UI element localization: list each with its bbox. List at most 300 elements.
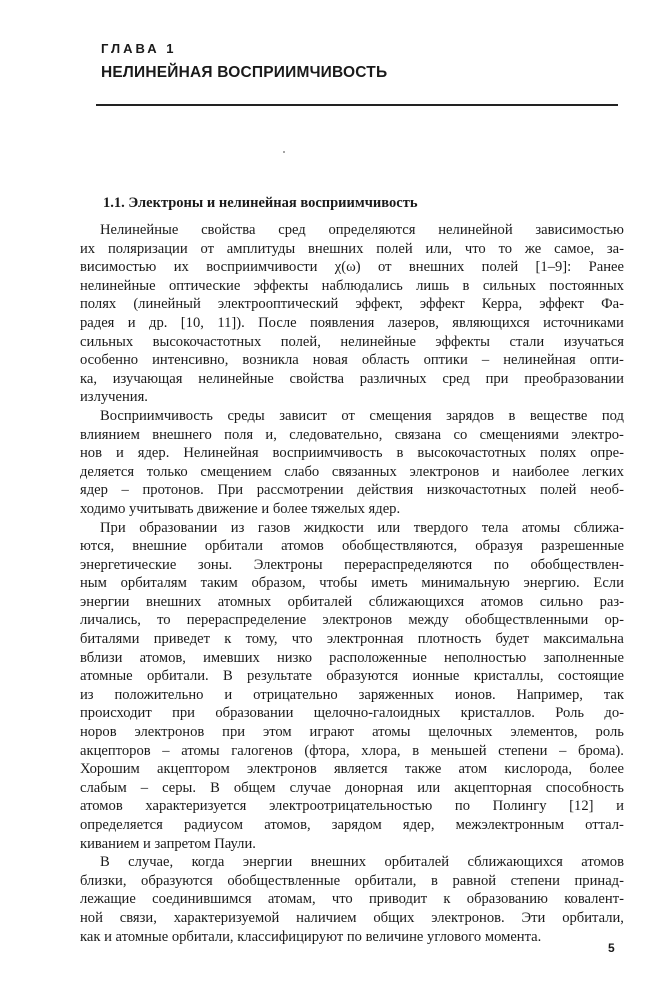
word: что bbox=[331, 891, 353, 908]
text-line bbox=[80, 611, 624, 630]
word: иметь bbox=[371, 575, 408, 592]
word: высокочастотных bbox=[417, 445, 527, 462]
word: связана bbox=[394, 426, 442, 443]
word: оттал- bbox=[585, 817, 624, 833]
word: слабым bbox=[80, 779, 127, 796]
word: эффекты bbox=[435, 333, 490, 350]
text-line bbox=[80, 872, 624, 891]
word: слабо bbox=[284, 463, 320, 480]
word: легких bbox=[581, 463, 624, 480]
word: серы. bbox=[162, 779, 197, 796]
paragraph bbox=[80, 221, 624, 407]
word: орбитали bbox=[204, 538, 263, 555]
text-line bbox=[80, 463, 624, 482]
word: электрооптический bbox=[217, 296, 339, 313]
word: при bbox=[485, 370, 509, 387]
text-line bbox=[80, 574, 624, 593]
word: близки, bbox=[80, 872, 127, 889]
word: различных bbox=[359, 370, 427, 387]
word: рассмотрении bbox=[256, 482, 344, 499]
word: от bbox=[341, 407, 355, 424]
word: оптики bbox=[423, 352, 468, 369]
word: При bbox=[217, 482, 244, 499]
word: при bbox=[172, 705, 195, 722]
word: возникла bbox=[242, 352, 299, 369]
word: оптические bbox=[168, 277, 241, 294]
text-line bbox=[80, 277, 624, 296]
word: определяются bbox=[328, 222, 416, 238]
word: или, bbox=[425, 240, 453, 257]
word: элементов, bbox=[510, 724, 578, 741]
word: щелочных bbox=[428, 724, 493, 741]
word: ются, bbox=[80, 538, 115, 555]
word: электронов bbox=[409, 463, 480, 480]
word: χ(ω) bbox=[334, 259, 361, 276]
word: сред bbox=[278, 222, 306, 238]
word: по bbox=[493, 556, 509, 573]
word: равной bbox=[452, 872, 497, 889]
word: источниками bbox=[543, 314, 624, 331]
text-line bbox=[80, 686, 624, 705]
text-line bbox=[80, 890, 624, 909]
word: полях bbox=[540, 445, 577, 462]
word: со bbox=[453, 426, 468, 443]
word: ор- bbox=[604, 612, 624, 629]
word: атомы bbox=[372, 724, 411, 741]
word: орбитали, bbox=[562, 909, 624, 926]
word: Восприимчивость bbox=[100, 407, 213, 424]
text-line bbox=[80, 407, 624, 426]
text-line bbox=[80, 481, 624, 500]
word: висимостью bbox=[80, 259, 157, 276]
word: приводит bbox=[368, 891, 428, 908]
word: кислорода, bbox=[504, 761, 572, 778]
word: будет bbox=[495, 631, 530, 648]
word: наблюдались bbox=[321, 277, 403, 294]
word: в bbox=[508, 407, 516, 424]
paragraph bbox=[80, 853, 624, 946]
word: полей, bbox=[280, 333, 321, 350]
word: изучающая bbox=[112, 370, 183, 387]
word: атомов, bbox=[264, 817, 311, 833]
word: поляризации bbox=[107, 240, 188, 257]
word: [12] bbox=[569, 798, 594, 815]
word: раз- bbox=[599, 593, 624, 610]
word: поля bbox=[224, 426, 254, 443]
word: обобществленные bbox=[227, 872, 341, 889]
word: играют bbox=[309, 724, 355, 741]
word: смещениями bbox=[479, 426, 559, 443]
word: твердого bbox=[413, 519, 469, 536]
word: внешних bbox=[310, 854, 367, 871]
word: Нелинейные bbox=[100, 222, 179, 238]
word: обобществляются, bbox=[341, 538, 458, 555]
word: [1–9]: bbox=[535, 259, 572, 276]
text-line bbox=[80, 742, 624, 761]
word: отрицательно bbox=[253, 686, 338, 703]
word: внешние bbox=[132, 538, 187, 555]
word: 11]). bbox=[217, 314, 245, 331]
word: [10, bbox=[180, 314, 204, 331]
word: этом bbox=[262, 724, 292, 741]
word: внешних bbox=[408, 259, 465, 276]
word: приведет bbox=[153, 631, 210, 648]
word: являющихся bbox=[452, 314, 530, 331]
word: радиусом bbox=[184, 817, 244, 833]
word: в bbox=[462, 277, 470, 294]
word: самое, bbox=[554, 240, 595, 257]
text-line bbox=[80, 351, 624, 370]
word: образованию bbox=[466, 891, 548, 908]
word: область bbox=[361, 352, 410, 369]
text-line bbox=[80, 760, 624, 779]
text-line bbox=[80, 779, 624, 798]
word: ядер. bbox=[137, 445, 170, 462]
word: эффекты bbox=[253, 277, 309, 294]
text-line bbox=[80, 723, 624, 742]
word: до- bbox=[604, 705, 624, 722]
word: плотность bbox=[417, 631, 482, 648]
text-line bbox=[80, 295, 624, 314]
word: нелинейные bbox=[198, 370, 274, 387]
word: чтобы bbox=[319, 575, 358, 592]
word: что bbox=[464, 240, 486, 257]
word: же bbox=[524, 240, 542, 257]
word: атомов bbox=[480, 593, 524, 610]
word: также bbox=[404, 761, 442, 778]
word: внешних bbox=[145, 593, 202, 610]
text-line bbox=[80, 797, 624, 816]
word: электронов. bbox=[431, 909, 505, 926]
word: В bbox=[100, 854, 110, 871]
word: связи, bbox=[119, 909, 157, 926]
word: сближающихся bbox=[368, 593, 465, 610]
word: характеризуется bbox=[145, 798, 247, 815]
scan-speck bbox=[283, 151, 285, 153]
word: максимальна bbox=[543, 631, 624, 648]
word: Хорошим bbox=[80, 761, 140, 778]
word: зависимостью bbox=[535, 222, 624, 238]
word: (фтора, bbox=[304, 742, 350, 759]
word: образуются bbox=[326, 668, 399, 685]
word: электронов bbox=[246, 761, 317, 778]
text-line bbox=[80, 221, 624, 240]
word: постоянных bbox=[549, 277, 624, 294]
word: лежащие bbox=[80, 891, 136, 908]
word: из bbox=[80, 686, 94, 703]
word: атомы bbox=[181, 742, 220, 759]
text-line bbox=[80, 630, 624, 649]
word: положительно bbox=[114, 686, 204, 703]
word: атомов bbox=[581, 854, 624, 871]
word: жидкости bbox=[303, 519, 364, 536]
word: Эти bbox=[521, 909, 546, 926]
word: или bbox=[377, 519, 401, 536]
text-line bbox=[80, 314, 624, 333]
word: веществе bbox=[529, 407, 588, 424]
word: При bbox=[100, 519, 126, 536]
word: кристаллов. bbox=[460, 705, 535, 722]
word: их bbox=[173, 259, 189, 276]
word: нелинейные bbox=[80, 277, 156, 294]
word: к bbox=[224, 631, 232, 648]
text-line bbox=[80, 444, 624, 463]
header-rule bbox=[96, 104, 618, 106]
chapter-title: НЕЛИНЕЙНАЯ ВОСПРИИМЧИВОСТЬ bbox=[101, 64, 388, 81]
chapter-label: ГЛАВА 1 bbox=[101, 41, 177, 56]
word: полей bbox=[539, 482, 577, 499]
word: состоящие bbox=[557, 668, 624, 685]
word: атомов bbox=[80, 798, 123, 815]
word: ионные bbox=[412, 668, 460, 685]
word: энергию. bbox=[523, 575, 580, 592]
word: донорная bbox=[345, 779, 404, 796]
word: под bbox=[601, 407, 624, 424]
word: и bbox=[616, 798, 624, 815]
word: электронов bbox=[134, 724, 205, 741]
word: нелинейной bbox=[438, 222, 513, 238]
paragraph bbox=[80, 519, 624, 854]
word: ионов. bbox=[454, 686, 496, 703]
word: по bbox=[454, 798, 470, 815]
word: вблизи bbox=[80, 649, 123, 666]
word: наличием bbox=[296, 909, 357, 926]
word: случае, bbox=[128, 854, 174, 871]
word: сильных bbox=[80, 333, 134, 350]
body-text bbox=[80, 221, 624, 946]
word: перераспределение bbox=[186, 612, 307, 629]
word: влиянием bbox=[80, 426, 140, 443]
word: разрешенные bbox=[541, 538, 624, 555]
word: полей bbox=[376, 240, 413, 257]
word: действия bbox=[357, 482, 414, 499]
word: нов bbox=[80, 445, 102, 462]
word: необ- bbox=[590, 482, 624, 499]
word: зоны. bbox=[197, 556, 233, 573]
page-number: 5 bbox=[608, 941, 615, 955]
word: среды bbox=[227, 407, 265, 424]
word: протонов. bbox=[142, 482, 204, 499]
word: амплитуды bbox=[226, 240, 296, 257]
word: низко bbox=[277, 649, 313, 666]
word: в bbox=[396, 445, 404, 462]
word: Если bbox=[593, 575, 624, 592]
word: энергетические bbox=[80, 556, 177, 573]
word: в bbox=[430, 872, 438, 889]
word: происходит bbox=[80, 705, 152, 722]
text-line bbox=[80, 370, 624, 389]
word: характеризуемой bbox=[173, 909, 280, 926]
word: В bbox=[210, 779, 220, 796]
word: из bbox=[230, 519, 245, 536]
word: личались, bbox=[80, 612, 141, 629]
word: обобществленными bbox=[465, 612, 589, 629]
word: то bbox=[498, 240, 513, 257]
word: следовательно, bbox=[289, 426, 383, 443]
word: Полингу bbox=[492, 798, 547, 815]
word: нелинейная bbox=[503, 352, 576, 369]
word: или bbox=[417, 779, 441, 796]
word: степени bbox=[498, 742, 548, 759]
section-heading: 1.1. Электроны и нелинейная восприимчивость bbox=[103, 195, 418, 211]
word: степени bbox=[510, 872, 560, 889]
text-line bbox=[80, 556, 624, 575]
word: орбиталей bbox=[287, 593, 353, 610]
text-line: излучения. bbox=[80, 389, 148, 406]
word: ядер, bbox=[402, 817, 435, 833]
word: ядер bbox=[80, 482, 108, 499]
word: др. bbox=[149, 314, 168, 331]
word: энергии bbox=[242, 854, 293, 871]
word: хлора, bbox=[361, 742, 401, 759]
word: что bbox=[291, 631, 313, 648]
word: нелинейные bbox=[340, 333, 416, 350]
word: атомов, bbox=[139, 649, 186, 666]
word: орбиталей bbox=[384, 854, 450, 871]
word: и bbox=[491, 463, 500, 480]
text-line bbox=[80, 667, 624, 686]
word: более bbox=[589, 761, 624, 778]
word: их bbox=[80, 240, 96, 257]
word: особенно bbox=[80, 352, 139, 369]
word: внешних bbox=[308, 240, 364, 257]
word: эффект bbox=[419, 296, 465, 313]
word: низкочастотных bbox=[426, 482, 527, 499]
word: свойства bbox=[201, 222, 256, 238]
word: сближающихся bbox=[467, 854, 563, 871]
word: наиболее bbox=[512, 463, 570, 480]
word: Например, bbox=[516, 686, 583, 703]
text-line: киванием и запретом Паули. bbox=[80, 835, 256, 852]
word: – bbox=[162, 742, 170, 759]
word: атомы bbox=[521, 519, 561, 536]
word: результате bbox=[247, 668, 313, 685]
word: между bbox=[408, 612, 449, 629]
word: расположенные bbox=[329, 649, 427, 666]
word: атомам, bbox=[267, 891, 316, 908]
word: ка, bbox=[80, 370, 97, 387]
word: галогенов bbox=[231, 742, 293, 759]
word: орбитали, bbox=[354, 872, 417, 889]
text-line bbox=[80, 704, 624, 723]
word: газов bbox=[257, 519, 291, 536]
word: за- bbox=[606, 240, 624, 257]
word: в bbox=[412, 742, 420, 759]
word: образуются bbox=[141, 872, 213, 889]
word: зависит bbox=[279, 407, 327, 424]
word: восприимчивости bbox=[206, 259, 318, 276]
word: общем bbox=[233, 779, 276, 796]
text-line bbox=[80, 240, 624, 259]
text-line bbox=[80, 649, 624, 668]
word: соединившимся bbox=[152, 891, 252, 908]
word: сближа- bbox=[573, 519, 624, 536]
word: радея bbox=[80, 314, 115, 331]
word: опре- bbox=[590, 445, 624, 462]
text-line bbox=[80, 853, 624, 872]
word: Фа- bbox=[601, 296, 624, 313]
word: электро- bbox=[571, 426, 624, 443]
word: атомных bbox=[217, 593, 272, 610]
word: акцепторная bbox=[454, 779, 532, 796]
text-line bbox=[80, 537, 624, 556]
word: – bbox=[140, 779, 149, 796]
word: является bbox=[333, 761, 388, 778]
text-line bbox=[80, 333, 624, 352]
word: роль bbox=[595, 724, 624, 741]
word: брома). bbox=[578, 742, 624, 759]
word: Ранее bbox=[588, 259, 624, 276]
text-line bbox=[80, 593, 624, 612]
word: при bbox=[222, 724, 246, 741]
word: общих bbox=[373, 909, 415, 926]
word: эффект, bbox=[355, 296, 403, 313]
word: от bbox=[200, 240, 214, 257]
word: смещением bbox=[200, 463, 272, 480]
word: случае bbox=[289, 779, 331, 796]
word: новая bbox=[312, 352, 348, 369]
word: перераспределяются bbox=[344, 556, 473, 573]
word: и bbox=[115, 445, 124, 462]
word: интенсивно, bbox=[152, 352, 229, 369]
word: обобществлен- bbox=[530, 556, 624, 573]
word: и bbox=[127, 314, 136, 331]
word: преобразовании bbox=[524, 370, 624, 387]
word: деляется bbox=[80, 463, 135, 480]
word: стали bbox=[509, 333, 545, 350]
word: полях bbox=[80, 296, 117, 313]
word: смещения bbox=[369, 407, 432, 424]
word: восприимчивость bbox=[272, 445, 383, 462]
word: сильно bbox=[539, 593, 584, 610]
word: так bbox=[603, 686, 624, 703]
word: норов bbox=[80, 724, 117, 741]
text-line bbox=[80, 816, 624, 835]
word: изучаться bbox=[563, 333, 624, 350]
word: лазеров, bbox=[387, 314, 439, 331]
word: акцепторов bbox=[80, 742, 151, 759]
word: заполненные bbox=[543, 649, 624, 666]
word: связанных bbox=[331, 463, 397, 480]
word: неполностью bbox=[443, 649, 527, 666]
word: определяется bbox=[80, 817, 163, 833]
word: орбиталям bbox=[120, 575, 187, 592]
word: ковалент- bbox=[564, 891, 624, 908]
text-line bbox=[80, 258, 624, 277]
word: энергии bbox=[80, 593, 130, 610]
word: – bbox=[481, 352, 490, 369]
word: образом, bbox=[251, 575, 306, 592]
word: образуя bbox=[475, 538, 523, 555]
word: только bbox=[146, 463, 188, 480]
word: способность bbox=[545, 779, 624, 796]
word: свойства bbox=[289, 370, 344, 387]
word: меньшей bbox=[430, 742, 487, 759]
word: – bbox=[121, 482, 129, 499]
word: образовании bbox=[139, 519, 218, 536]
word: атомные bbox=[80, 668, 133, 685]
word: появления bbox=[309, 314, 375, 331]
word: электронов bbox=[322, 612, 393, 629]
word: тела bbox=[481, 519, 509, 536]
word: щелочно-галоидных bbox=[313, 705, 441, 722]
word: опти- bbox=[589, 352, 624, 369]
word: эффект bbox=[539, 296, 584, 313]
word: и bbox=[224, 686, 233, 703]
word: Электроны bbox=[253, 556, 323, 573]
word: электроотрицательностью bbox=[269, 798, 433, 815]
word: и, bbox=[265, 426, 277, 443]
